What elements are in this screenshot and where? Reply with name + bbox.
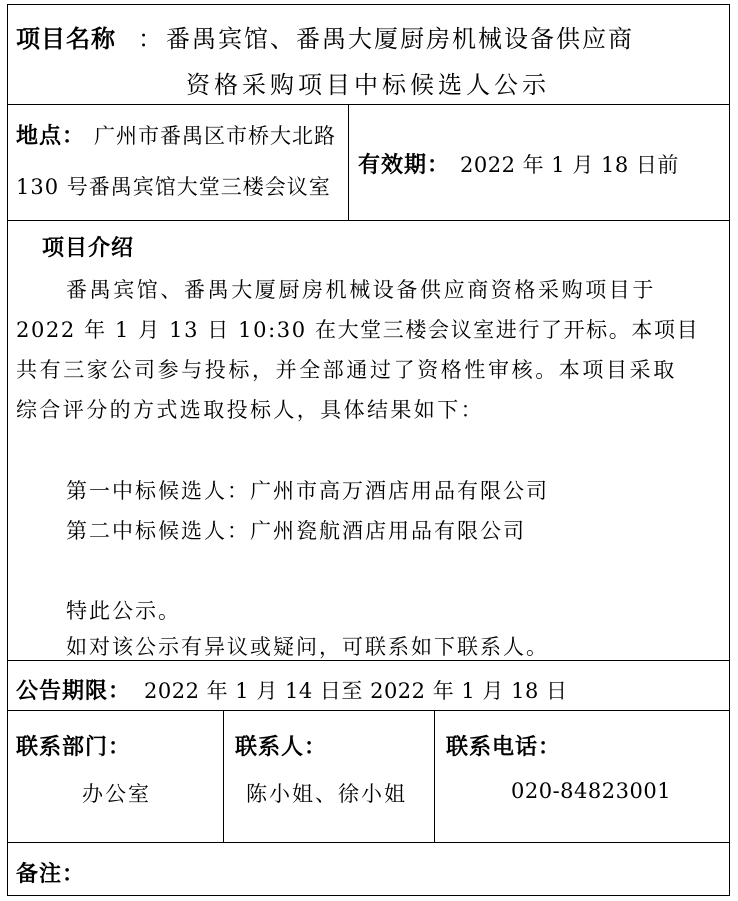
project-title-line1: 番禺宾馆、番禺大厦厨房机械设备供应商 [166,25,634,53]
remarks-label: 备注： [16,862,86,887]
period-label: 公告期限： [16,679,132,704]
intro-row [8,221,729,661]
candidate-first: 第一中标候选人：广州市高万酒店用品有限公司 [66,479,549,503]
intro-line-1: 番禺宾馆、番禺大厦厨房机械设备供应商资格采购项目于 [66,278,656,302]
intro-line-2: 2022 年 1 月 13 日 10:30 在大堂三楼会议室进行了开标。本项目 [16,318,700,342]
dept-value: 办公室 [82,782,151,806]
candidate-second: 第二中标候选人：广州瓷航酒店用品有限公司 [66,519,526,543]
project-name-colon: ： [138,25,163,53]
contacts-row [8,711,729,843]
person-value: 陈小姐、徐小姐 [246,782,407,806]
location-line1: 广州市番禺区市桥大北路 [94,124,336,148]
location-divider [348,105,349,220]
contacts-divider-1 [223,711,224,842]
dept-label: 联系部门： [16,735,132,760]
phone-label: 联系电话： [446,735,562,760]
remarks-row [8,843,729,895]
contact-note: 如对该公示有异议或疑问，可联系如下联系人。 [66,635,549,659]
notice-text: 特此公示。 [66,599,181,623]
period-value: 2022 年 1 月 14 日至 2022 年 1 月 18 日 [144,679,568,703]
intro-heading: 项目介绍 [42,236,135,261]
period-row [8,661,729,711]
location-label: 地点： [16,124,86,149]
person-label: 联系人： [235,735,328,760]
project-name-label: 项目名称 [16,25,116,53]
intro-line-4: 综合评分的方式选取投标人，具体结果如下： [16,398,484,422]
validity-label: 有效期： [358,153,451,178]
project-name-row [8,5,729,105]
phone-value: 020-84823001 [511,779,672,803]
project-title-line2: 资格采购项目中标候选人公示 [186,71,550,99]
validity-value: 2022 年 1 月 18 日前 [460,153,679,177]
location-line2: 130 号番禺宾馆大堂三楼会议室 [16,175,331,199]
contacts-divider-2 [434,711,435,842]
location-row [8,105,729,221]
announcement-table [7,4,730,896]
intro-line-3: 共有三家公司参与投标，并全部通过了资格性审核。本项目采取 [16,358,677,382]
